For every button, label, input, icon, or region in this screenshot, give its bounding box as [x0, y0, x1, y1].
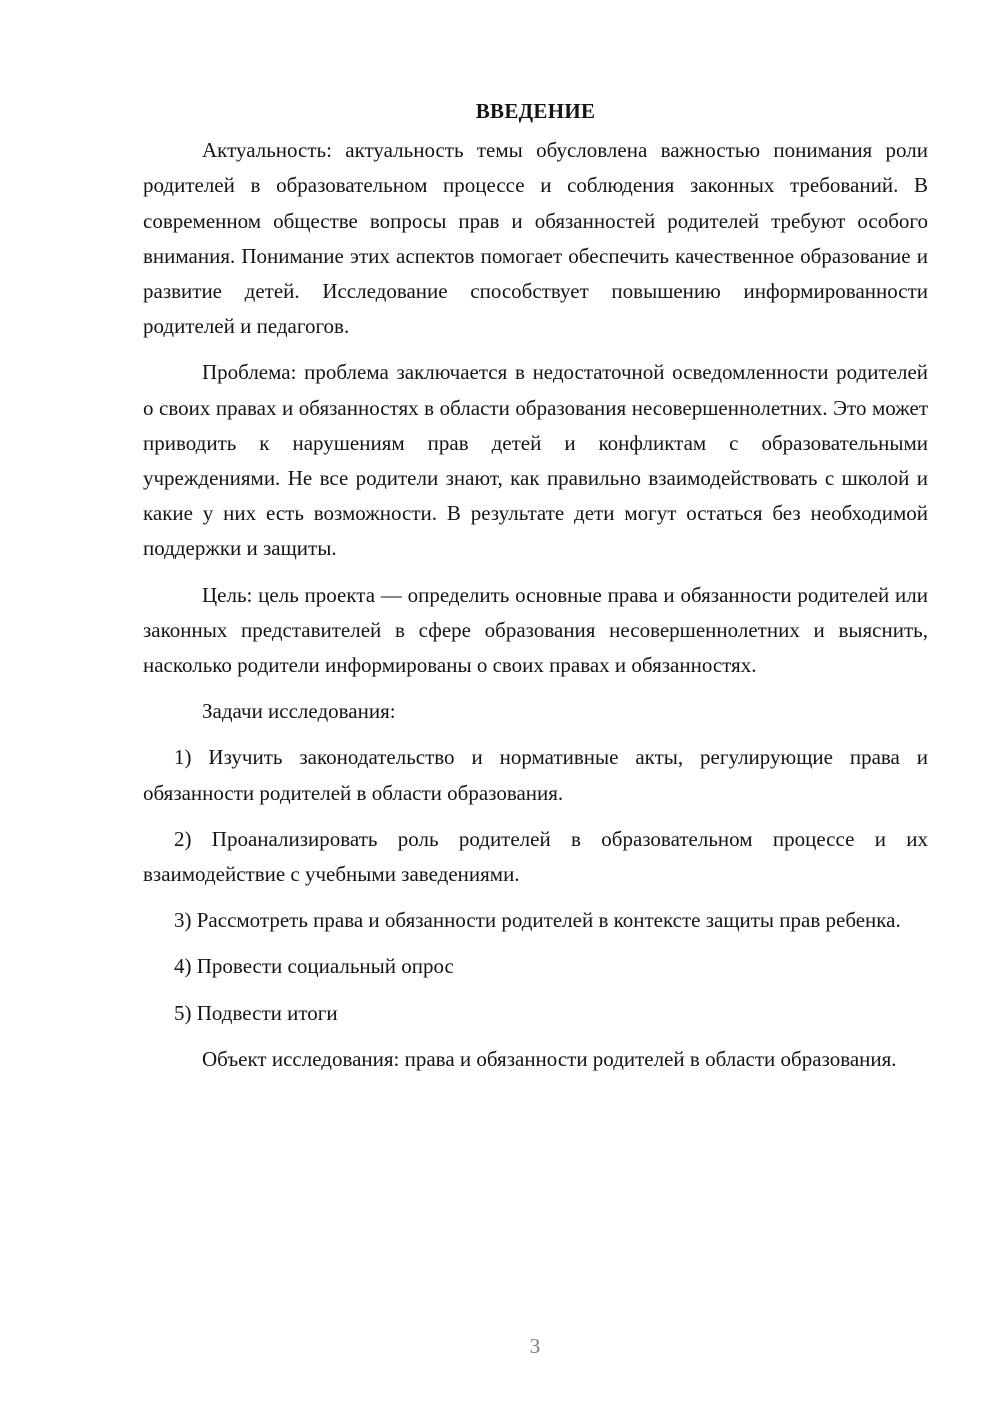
problem-paragraph: Проблема: проблема заключается в недостаточной осведомленности родителей о своих правах и обязанностях в области образования несовершеннолетних. Это может приводить к нарушениям прав детей и конфликтам с образовательными учреждениями. Не все родители знают, как правильно взаимодействовать с школой и какие у них есть возможности. В результате дети могут остаться без необходимой поддержки и защиты. — [143, 360, 928, 561]
task-item-1: 1) Изучить законодательство и нормативные акты, регулирующие права и обязанности родителей в области образования. — [143, 745, 928, 805]
task-item-2: 2) Проанализировать роль родителей в образовательном процессе и их взаимодействие с учебными заведениями. — [143, 826, 928, 887]
tasks-heading: Задачи исследования: — [202, 699, 396, 724]
object-paragraph: Объект исследования: права и обязанности родителей в области образования. — [202, 1046, 897, 1071]
page-number: 3 — [529, 1334, 541, 1358]
relevance-paragraph: Актуальность: актуальность темы обусловлена важностью понимания роли родителей в образовательном процессе и соблюдения законных требований. В современном обществе вопросы прав и обязанностей родителей требуют особого внимания. Понимание этих аспектов помогает обеспечить качественное образование и развитие детей. Исследование способствует повышению информированности родителей и педагогов. — [143, 138, 928, 339]
section-title: ВВЕДЕНИЕ — [475, 99, 596, 123]
task-item-5: 5) Подвести итоги — [174, 1000, 338, 1025]
goal-paragraph: Цель: цель проекта — определить основные права и обязанности родителей или законных представителей в сфере образования несовершеннолетних и выяснить, насколько родители информированы о своих правах и обязанностях. — [143, 582, 928, 678]
task-item-4: 4) Провести социальный опрос — [174, 954, 454, 979]
task-item-3: 3) Рассмотреть права и обязанности родителей в контексте защиты прав ребенка. — [174, 908, 901, 933]
page-content — [143, 94, 928, 1088]
